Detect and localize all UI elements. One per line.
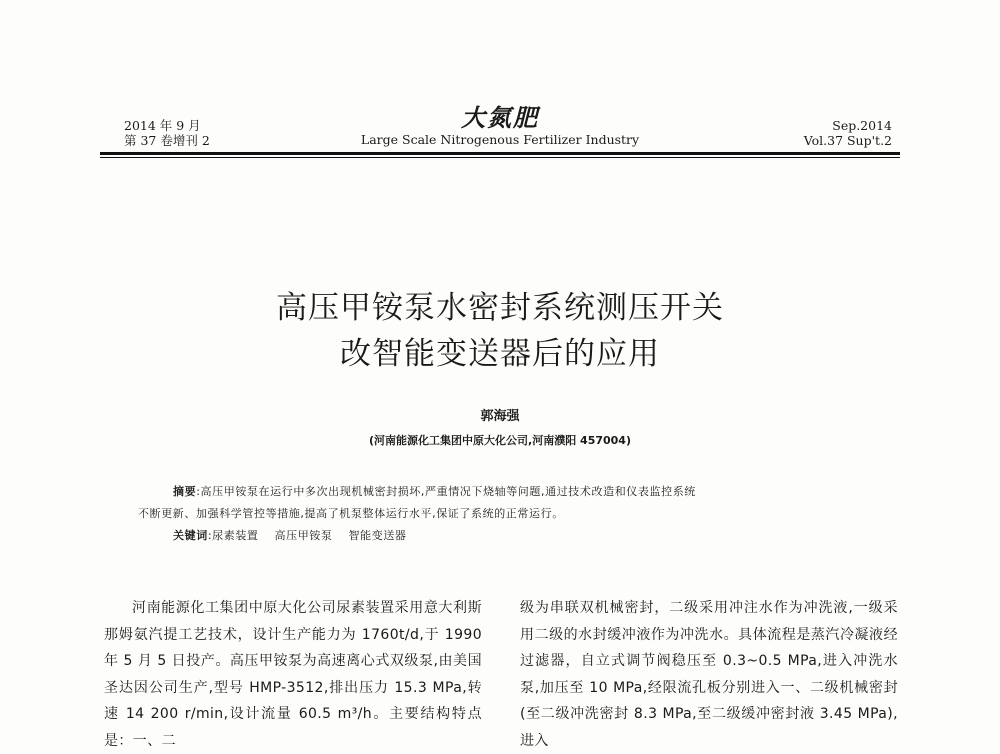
issue-date-en: Sep.2014 bbox=[832, 118, 892, 133]
abstract-line-2: 不断更新、加强科学管控等措施,提高了机泵整体运行水平,保证了系统的正常运行。 bbox=[138, 507, 564, 520]
article-title bbox=[0, 285, 1000, 377]
volume-issue-en: Vol.37 Sup't.2 bbox=[803, 133, 892, 148]
body-paragraph: 级为串联双机械密封，二级采用冲注水作为冲洗液,一级采用二级的水封缓冲液作为冲洗水。具体流程是蒸汽冷凝液经过滤器，自立式调节阀稳压至 0.3~0.5 MPa,进入冲洗水泵,加压至 10 MPa,经限流孔板分别进入一、二级机械密封(至二级冲洗密封 8.3 MPa,至二级缓冲密封液 3.45 MPa),进入 bbox=[520, 600, 898, 749]
body-paragraph: 河南能源化工集团中原大化公司尿素装置采用意大利斯那姆氨汽提工艺技术，设计生产能力为 1760t/d,于 1990 年 5 月 5 日投产。高压甲铵泵为高速离心式双级泵,由美国圣达因公司生产,型号 HMP-3512,排出压力 15.3 MPa,转速 14 200 r/min,设计流量 60.5 m³/h。主要结构特点是：一、二 bbox=[104, 600, 482, 749]
body-column-right bbox=[520, 595, 898, 754]
journal-logo: 大氮肥 bbox=[461, 103, 539, 132]
journal-name-en: Large Scale Nitrogenous Fertilizer Industry bbox=[360, 132, 640, 147]
header-rule-thin bbox=[100, 157, 900, 158]
author-name: 郭海强 bbox=[480, 409, 520, 424]
volume-issue: 第 37 卷增刊 2 bbox=[124, 133, 210, 148]
issue-date: 2014 年 9 月 bbox=[124, 118, 201, 133]
abstract-block bbox=[138, 481, 883, 547]
keywords-line: 关键词:尿素装置 高压甲铵泵 智能变送器 bbox=[173, 529, 407, 542]
keyword: 智能变送器 bbox=[348, 529, 407, 542]
body-column-left bbox=[104, 595, 482, 754]
keyword: 高压甲铵泵 bbox=[274, 529, 333, 542]
abstract-text-1: 高压甲铵泵在运行中多次出现机械密封损坏,严重情况下烧轴等问题,通过技术改造和仪表监控系统 bbox=[200, 485, 696, 498]
abstract-line-1: 摘要:高压甲铵泵在运行中多次出现机械密封损坏,严重情况下烧轴等问题,通过技术改造和仪表监控系统 bbox=[173, 485, 696, 498]
keyword: 尿素装置 bbox=[212, 529, 259, 542]
title-line-2: 改智能变送器后的应用 bbox=[340, 336, 660, 372]
journal-masthead bbox=[300, 104, 700, 147]
keywords-label: 关键词 bbox=[173, 529, 208, 542]
title-line-1: 高压甲铵泵水密封系统测压开关 bbox=[276, 290, 724, 326]
author-affiliation: (河南能源化工集团中原大化公司,河南濮阳 457004) bbox=[369, 434, 631, 447]
header-left bbox=[124, 118, 210, 148]
header-right bbox=[804, 118, 892, 148]
abstract-label: 摘要 bbox=[173, 485, 197, 498]
header-rule-thick bbox=[100, 152, 900, 155]
